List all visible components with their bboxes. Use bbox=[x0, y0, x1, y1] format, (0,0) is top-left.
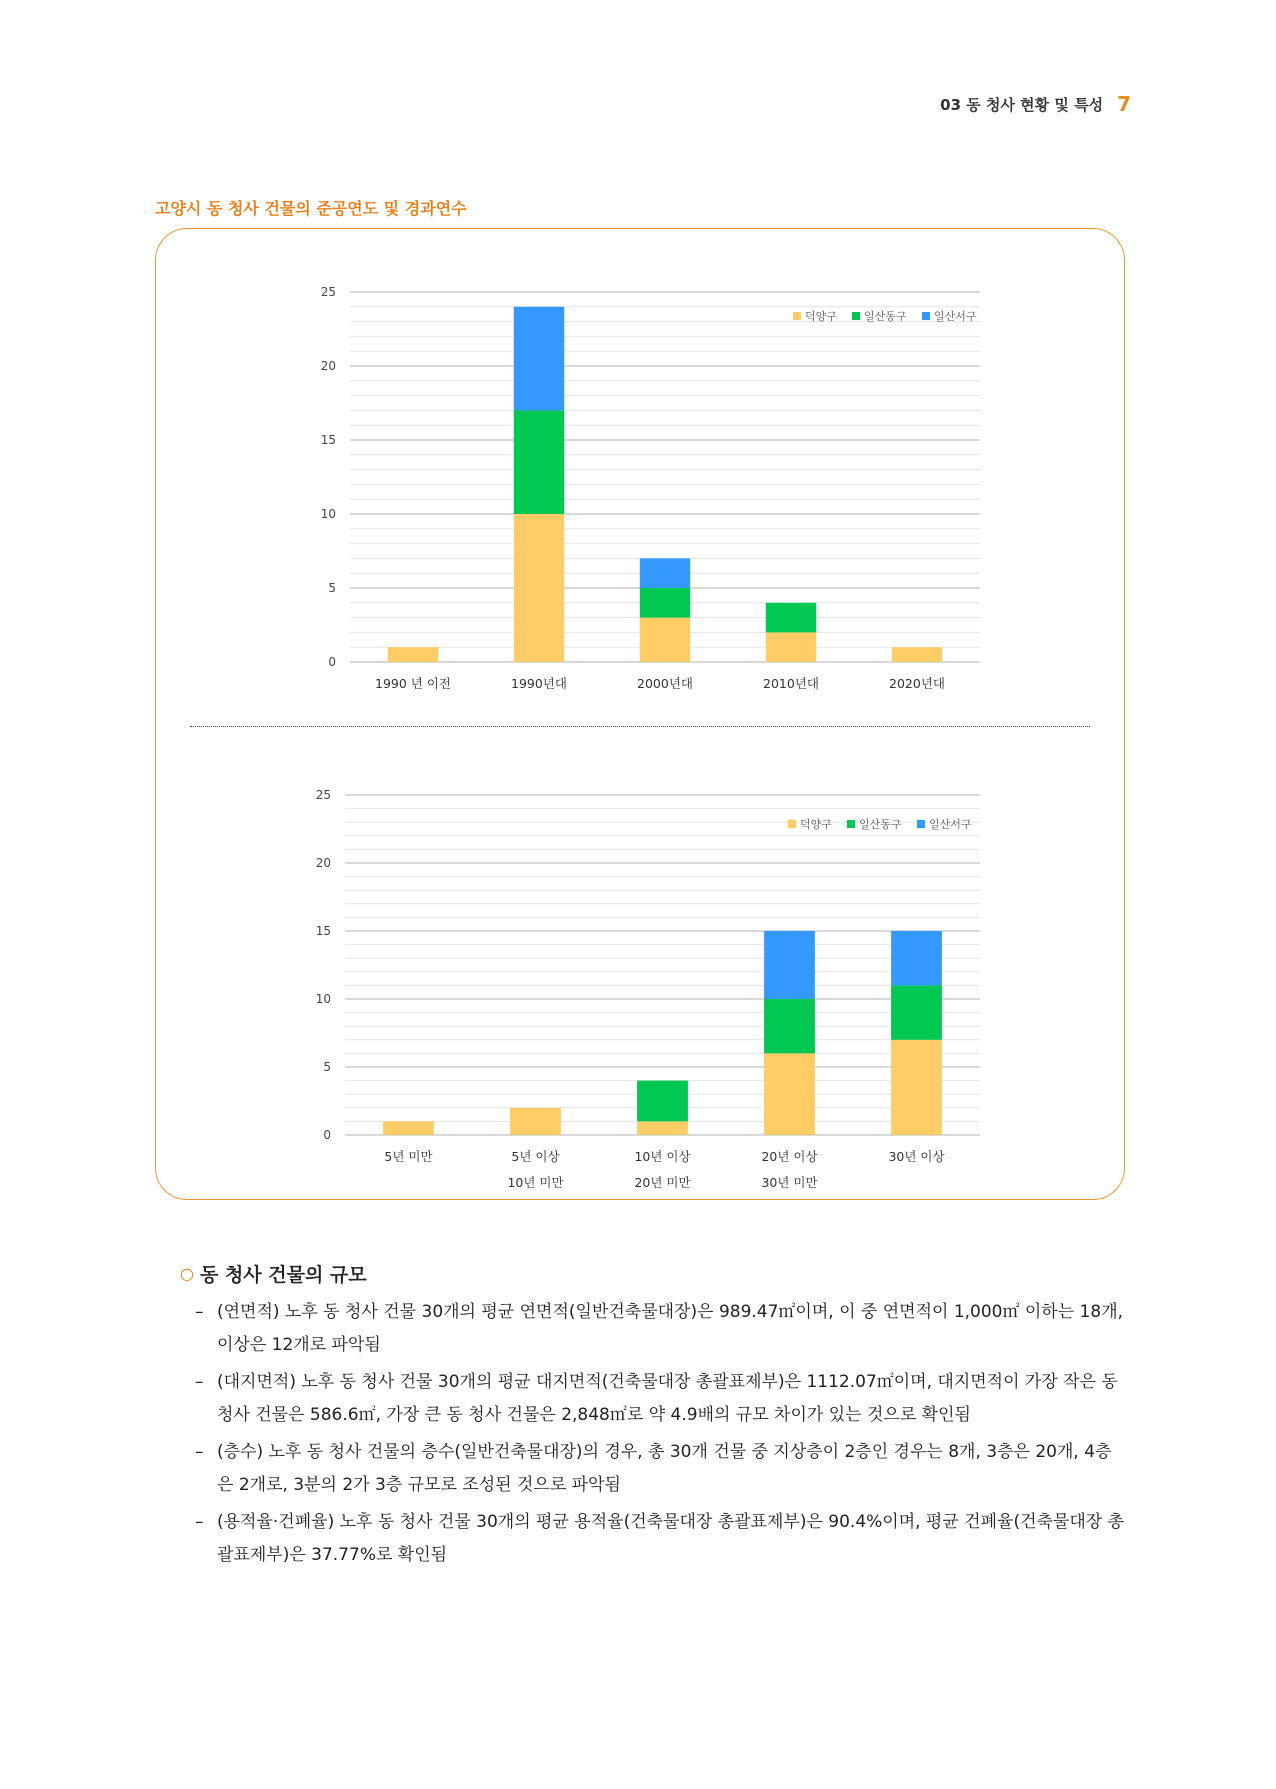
y-tick-label: 10 bbox=[320, 507, 336, 521]
bar-segment-ilsandong bbox=[891, 985, 942, 1039]
x-category-label: 30년 미만 bbox=[761, 1175, 818, 1190]
x-category-label: 20년 이상 bbox=[761, 1149, 818, 1164]
y-tick-label: 25 bbox=[320, 285, 336, 299]
bar-segment-deogyang bbox=[640, 618, 690, 662]
figure-title: 고양시 동 청사 건물의 준공연도 및 경과연수 bbox=[155, 199, 467, 218]
bar-segment-deogyang bbox=[388, 647, 438, 662]
bar-segment-ilsandong bbox=[514, 410, 564, 514]
legend-label: 일산서구 bbox=[929, 818, 972, 831]
legend-label: 일산동구 bbox=[864, 310, 907, 323]
list-item: – (용적율·건폐율) 노후 동 청사 건물 30개의 평균 용적율(건축물대장 총괄표제부)은 90.4%이며, 평균 건폐율(건축물대장 총괄표제부)은 37.77%로 확인됨 bbox=[195, 1506, 1125, 1572]
section-label: 03 동 청사 현황 및 특성 bbox=[940, 95, 1104, 114]
legend-label: 일산서구 bbox=[934, 310, 977, 323]
y-tick-label: 5 bbox=[328, 581, 336, 595]
x-category-label: 2020년대 bbox=[889, 676, 945, 691]
x-category-label: 2010년대 bbox=[763, 676, 819, 691]
bar-segment-ilsandong bbox=[766, 603, 816, 633]
section-title-text: 동 청사 건물의 규모 bbox=[199, 1264, 367, 1286]
legend-swatch-deogyang bbox=[788, 820, 796, 828]
bar-segment-ilsanseo bbox=[764, 931, 815, 999]
x-category-label: 2000년대 bbox=[637, 676, 693, 691]
bar-segment-ilsandong bbox=[764, 999, 815, 1053]
bar-segment-deogyang bbox=[637, 1121, 688, 1135]
bar-segment-deogyang bbox=[383, 1121, 434, 1135]
page-number: 7 bbox=[1117, 92, 1131, 116]
bar-segment-ilsandong bbox=[640, 588, 690, 618]
chart-elapsed-years bbox=[290, 770, 1010, 1190]
x-category-label: 20년 미만 bbox=[634, 1175, 691, 1190]
bar-segment-ilsandong bbox=[637, 1081, 688, 1122]
y-tick-label: 0 bbox=[323, 1128, 331, 1142]
x-category-label: 1990 년 이전 bbox=[375, 676, 451, 691]
list-item-text: (대지면적) 노후 동 청사 건물 30개의 평균 대지면적(건축물대장 총괄표제부)은 1112.07㎡이며, 대지면적이 가장 작은 동 청사 건물은 586.6㎡, 가장 큰 동 청사 건물은 2,848㎡로 약 4.9배의 규모 차이가 있는 것으로 확인됨 bbox=[217, 1372, 1118, 1425]
bar-segment-ilsanseo bbox=[514, 307, 564, 411]
bar-segment-deogyang bbox=[514, 514, 564, 662]
page-header bbox=[940, 92, 1131, 116]
bar-segment-deogyang bbox=[766, 632, 816, 662]
bar-segment-deogyang bbox=[892, 647, 942, 662]
x-category-label: 10년 이상 bbox=[634, 1149, 691, 1164]
y-tick-label: 20 bbox=[315, 856, 331, 870]
bar-segment-ilsanseo bbox=[891, 931, 942, 985]
list-item-text: (층수) 노후 동 청사 건물의 층수(일반건축물대장)의 경우, 총 30개 건물 중 지상층이 2층인 경우는 8개, 3층은 20개, 4층은 2개로, 3분의 2가 3층 규모로 조성된 것으로 파악됨 bbox=[217, 1442, 1112, 1495]
legend-swatch-ilsanseo bbox=[922, 312, 930, 320]
legend-swatch-deogyang bbox=[793, 312, 801, 320]
legend-label: 덕양구 bbox=[800, 818, 832, 831]
bullet-list bbox=[195, 1296, 1125, 1576]
chart-divider bbox=[190, 726, 1090, 727]
y-tick-label: 15 bbox=[320, 433, 336, 447]
legend-label: 덕양구 bbox=[805, 310, 837, 323]
section-title bbox=[180, 1260, 367, 1287]
circle-bullet-icon: ○ bbox=[180, 1264, 194, 1283]
list-item-text: (용적율·건폐율) 노후 동 청사 건물 30개의 평균 용적율(건축물대장 총괄표제부)은 90.4%이며, 평균 건폐율(건축물대장 총괄표제부)은 37.77%로 확인됨 bbox=[217, 1512, 1125, 1565]
legend-swatch-ilsanseo bbox=[917, 820, 925, 828]
bar-segment-deogyang bbox=[764, 1053, 815, 1135]
bar-segment-ilsanseo bbox=[640, 558, 690, 588]
y-tick-label: 5 bbox=[323, 1060, 331, 1074]
x-category-label: 5년 이상 bbox=[511, 1149, 560, 1164]
legend-label: 일산동구 bbox=[859, 818, 902, 831]
x-category-label: 5년 미만 bbox=[384, 1149, 433, 1164]
list-item: – (층수) 노후 동 청사 건물의 층수(일반건축물대장)의 경우, 총 30개 건물 중 지상층이 2층인 경우는 8개, 3층은 20개, 4층은 2개로, 3분의 2가 3층 규모로 조성된 것으로 파악됨 bbox=[195, 1436, 1125, 1502]
legend-swatch-ilsandong bbox=[852, 312, 860, 320]
y-tick-label: 0 bbox=[328, 655, 336, 669]
bar-segment-deogyang bbox=[510, 1108, 561, 1135]
list-item-text: (연면적) 노후 동 청사 건물 30개의 평균 연면적(일반건축물대장)은 989.47㎡이며, 이 중 연면적이 1,000㎡ 이하는 18개, 이상은 12개로 파악됨 bbox=[217, 1302, 1124, 1355]
y-tick-label: 20 bbox=[320, 359, 336, 373]
x-category-label: 30년 이상 bbox=[888, 1149, 945, 1164]
bar-segment-deogyang bbox=[891, 1040, 942, 1135]
list-item: – (대지면적) 노후 동 청사 건물 30개의 평균 대지면적(건축물대장 총괄표제부)은 1112.07㎡이며, 대지면적이 가장 작은 동 청사 건물은 586.6㎡, 가장 큰 동 청사 건물은 2,848㎡로 약 4.9배의 규모 차이가 있는 것으로 확인됨 bbox=[195, 1366, 1125, 1432]
y-tick-label: 10 bbox=[315, 992, 331, 1006]
list-item: – (연면적) 노후 동 청사 건물 30개의 평균 연면적(일반건축물대장)은 989.47㎡이며, 이 중 연면적이 1,000㎡ 이하는 18개, 이상은 12개로 파악됨 bbox=[195, 1296, 1125, 1362]
y-tick-label: 15 bbox=[315, 924, 331, 938]
chart-completion-year bbox=[290, 270, 1010, 700]
legend-swatch-ilsandong bbox=[847, 820, 855, 828]
x-category-label: 10년 미만 bbox=[507, 1175, 564, 1190]
y-tick-label: 25 bbox=[315, 788, 331, 802]
x-category-label: 1990년대 bbox=[511, 676, 567, 691]
